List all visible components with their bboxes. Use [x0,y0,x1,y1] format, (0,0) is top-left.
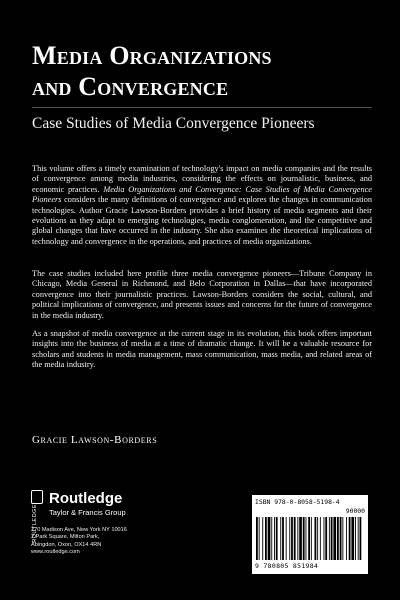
description-paragraph-2: The case studies included here profile three media convergence pioneers—Tribune Company in Chicago, Media General in Richmond, and Belo Corporation in Dallas—that have incorporated convergence into their journalistic practices. Lawson-Borders considers the social, cultural, and political implications of convergence, and presents issues and concerns for the future of convergence in the media industry. [32,269,372,320]
description-paragraph-1 [32,164,372,247]
barcode-bar [331,517,333,560]
title-line-1: Media Organizations [32,41,272,70]
barcode-bar [358,517,359,560]
address-line-3: Abingdon, Oxon, OX14 4RN [31,541,102,548]
barcode-bar [286,517,287,560]
barcode-bar [315,517,317,560]
barcode-bar [320,517,321,560]
barcode-bar [311,517,312,560]
barcode-bar [342,517,343,560]
barcode-bar [340,517,342,560]
p1-text-b: considers the many definitions of convergence and explores the changes in communication technologies. Author Gracie Lawson-Borders provides a brief history of media segments and their evolutions as they adapt to emerging technologies, media conglomeration, and the competitive and global changes that have occurred in the industry. She also examines the theoretical implications of technology and convergence in the operations, and practices of media organizations. [32,195,372,246]
barcode-bar [324,517,325,560]
title-divider [32,107,372,108]
barcode-bar [349,517,351,560]
title-line-2: and Convergence [32,72,229,101]
barcode-bar [299,517,302,560]
price-code: 90000 [345,507,365,515]
p1-text-a: This volume offers a timely examination of technology's impact on media companies and the results of convergence among media industries, considering the effects on journalistic, business, and economic practices. [32,164,372,194]
isbn-barcode-box [252,495,368,574]
p1-book-title: Media Organizations and Convergence: Case Studies of Media Convergence Pioneers [32,184,372,205]
barcode-bar [274,517,275,560]
barcode-bar [360,517,362,560]
barcode-bar [306,517,307,560]
barcode-bar [265,517,267,560]
barcode-bar [329,517,330,560]
barcode-bar [333,517,336,560]
barcode-bar [259,517,260,560]
barcode-bar [308,517,310,560]
isbn-label: ISBN 978-0-8058-5198-4 [255,498,340,506]
barcode-bar [256,517,258,560]
logo-vertical-text: ROUTLEDGE [32,504,38,543]
publisher-website: www.routledge.com [31,549,80,556]
barcode-icon [256,517,364,560]
barcode-bar [303,517,305,560]
barcode-bar [282,517,284,560]
barcode-bar [271,517,272,560]
book-subtitle: Case Studies of Media Convergence Pioneers [32,115,315,132]
barcode-bar [291,517,293,560]
barcode-bar [268,517,271,560]
barcode-bar [262,517,263,560]
barcode-bar [351,517,354,560]
logo-square [31,490,43,504]
barcode-bar [337,517,339,560]
barcode-bar [289,517,290,560]
routledge-icon [31,490,43,543]
barcode-bar [280,517,281,560]
description-paragraph-3: As a snapshot of media convergence at the current stage in its evolution, this book offers important insights into the business of media at a time of dramatic change. It will be a valuable resource for scholars and students in media management, mass communication, mass media, and related areas of the media industry. [32,329,372,370]
barcode-number: 9 780805 851984 [255,562,319,570]
publisher-address [31,527,231,557]
author-name: Gracie Lawson-Borders [32,434,158,446]
book-title [32,40,372,102]
address-line-1: 270 Madison Ave, New York NY 10016 [31,527,127,533]
publisher-group: Taylor & Francis Group [49,508,126,517]
barcode-bar [325,517,327,560]
barcode-bar [317,517,318,560]
publisher-name: Routledge [49,490,123,507]
barcode-bar [297,517,298,560]
barcode-bar [294,517,296,560]
barcode-bar [346,517,347,560]
address-line-2: 2 Park Square, Milton Park, [31,534,100,541]
barcode-bar [355,517,356,560]
barcode-bar [276,517,278,560]
